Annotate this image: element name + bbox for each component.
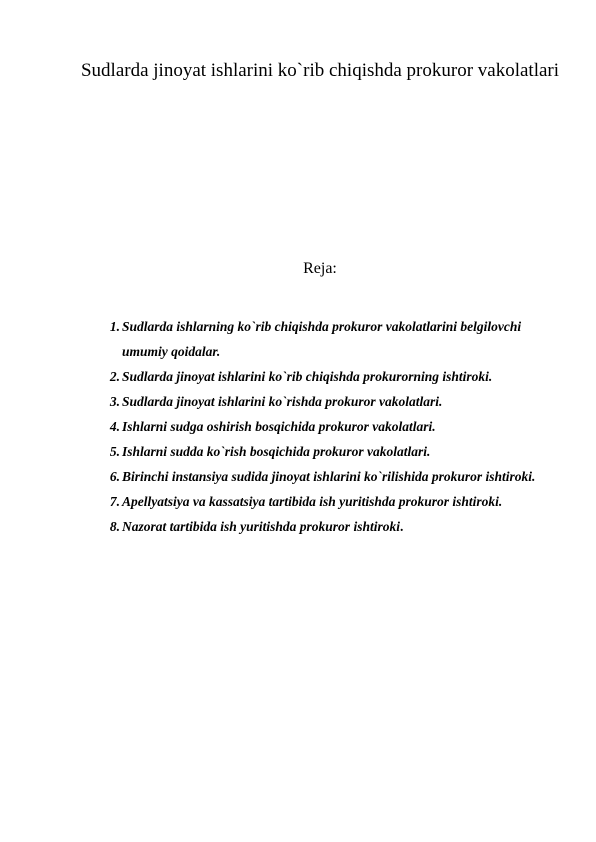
plan-item-text: Nazorat tartibida ish yuritishda prokuror ishtiroki <box>122 519 400 534</box>
plan-item-period: . <box>399 519 404 534</box>
plan-item-number: 3. <box>109 394 120 409</box>
plan-item-text: Birinchi instansiya sudida jinoyat ishlarini ko`rilishida prokuror ishtiroki. <box>122 469 536 484</box>
plan-item-number: 1. <box>109 319 120 334</box>
plan-item-3 <box>96 389 566 414</box>
document-title: Sudlarda jinoyat ishlarini ko`rib chiqishda prokuror vakolatlari <box>80 60 560 81</box>
plan-item-text-wrap <box>122 514 566 539</box>
plan-item-text: Ishlarni sudda ko`rish bosqichida prokuror vakolatlari. <box>122 444 431 459</box>
plan-item-2 <box>96 364 566 389</box>
plan-item-text: Sudlarda jinoyat ishlarini ko`rib chiqishda prokurorning ishtiroki. <box>122 369 493 384</box>
plan-item-number: 7. <box>109 494 120 509</box>
plan-item-number: 5. <box>109 444 120 459</box>
plan-item-6 <box>96 464 566 489</box>
plan-item-number: 6. <box>109 469 120 484</box>
plan-item-text: Sudlarda jinoyat ishlarini ko`rishda prokuror vakolatlari. <box>122 394 443 409</box>
plan-item-text: Sudlarda ishlarning ko`rib chiqishda prokuror vakolatlarini belgilovchi umumiy qoidalar. <box>122 319 522 359</box>
plan-item-1 <box>96 314 566 364</box>
plan-item-number: 2. <box>109 369 120 384</box>
plan-item-number: 4. <box>109 419 120 434</box>
plan-list <box>96 314 566 539</box>
plan-item-text: Apellyatsiya va kassatsiya tartibida ish yuritishda prokuror ishtiroki. <box>122 494 503 509</box>
plan-heading: Reja: <box>303 260 337 277</box>
plan-item-number: 8. <box>109 519 120 534</box>
plan-item-4 <box>96 414 566 439</box>
plan-item-5 <box>96 439 566 464</box>
plan-item-text: Ishlarni sudga oshirish bosqichida prokuror vakolatlari. <box>122 419 436 434</box>
plan-item-8 <box>96 514 566 539</box>
plan-item-7 <box>96 489 566 514</box>
